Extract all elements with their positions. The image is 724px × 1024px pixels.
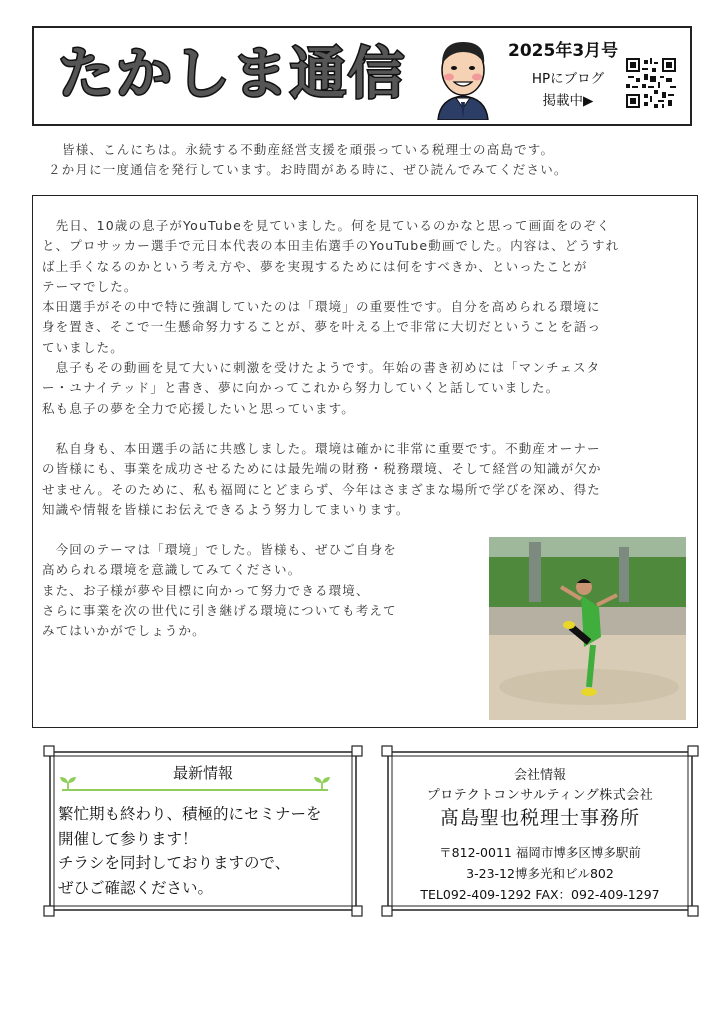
article-line: 先日、10歳の息子がYouTubeを見ていました。何を見ているのかなと思って画面をのぞく	[42, 218, 611, 233]
article-line: 高められる環境を意識してみてください。	[42, 562, 302, 578]
article-line: 私自身も、本田選手の話に共感しました。環境は確かに非常に重要です。不動産オーナー	[42, 440, 601, 456]
news-line: 開催して参ります！	[58, 829, 198, 848]
article-line: 息子もその動画を見て大いに刺激を受けたようです。年始の書き初めには「マンチェスタ	[42, 360, 601, 376]
sprout-icon	[312, 774, 332, 790]
company-caption: 会社情報	[513, 768, 566, 783]
office-name: 髙島聖也税理士事務所	[439, 807, 640, 829]
issue-label: 2025年3月号	[508, 41, 619, 61]
article-line: 私も息子の夢を全力で応援したいと思っています。	[42, 400, 355, 416]
company-address	[380, 842, 700, 905]
news-line: 繁忙期も終わり、積極的にセミナーを	[58, 805, 322, 823]
article-line: さらに事業を次の世代に引き継げる環境についても考えて	[42, 603, 397, 619]
hp-blog-line1: HPにブログ	[531, 71, 605, 87]
article-line: テーマでした。	[42, 278, 138, 294]
article-line: と、プロサッカー選手で元日本代表の本田圭佑選手のYouTube動画でした。内容は、どうすれ	[42, 238, 620, 254]
author-caricature	[430, 32, 496, 120]
article-line: また、お子様が夢や目標に向かって努力できる環境、	[42, 582, 370, 598]
intro-text	[48, 140, 688, 180]
news-line: チラシを同封しておりますので、	[58, 854, 291, 872]
sprout-icon	[58, 774, 78, 790]
article-line: 今回のテーマは「環境」でした。皆様も、ぜひご自身を	[42, 542, 397, 558]
qr-code[interactable]	[626, 58, 676, 108]
tel-fax: TEL092-409-1292 FAX：092-409-1297	[420, 887, 660, 902]
news-body	[58, 802, 358, 900]
article-line: せません。そのために、私も福岡にとどまらず、今年はさまざまな場所で学びを深め、得た	[42, 481, 601, 497]
hp-blog-line2: 掲載中▶	[542, 93, 594, 109]
intro-line: 皆様、こんにちは。永続する不動産経営支援を頑張っている税理士の高島です。	[62, 142, 555, 157]
hp-blog-note	[520, 68, 616, 112]
news-line: ぜひご確認ください。	[58, 878, 214, 897]
article-line: 本田選手がその中で特に強調していたのは「環境」の重要性です。自分を高められる環境に	[42, 299, 601, 315]
article-line: 身を置き、そこで一生懸命努力することが、夢を叶える上で非常に大切だということを語っ	[42, 319, 602, 335]
newsletter-title: たかしま通信	[58, 42, 406, 107]
address-line: 〒812-0011 福岡市博多区博多駅前	[439, 845, 641, 860]
article-line: ていました。	[42, 339, 124, 355]
news-title: 最新情報	[172, 764, 233, 782]
address-line: 3-23-12博多光和ビル802	[466, 866, 614, 881]
article-line: ー・ユナイテッド」と書き、夢に向かってこれから努力していくと話していました。	[42, 380, 560, 396]
article-line: の皆様にも、事業を成功させるためには最先端の財務・税務環境、そして経営の知識が欠か	[42, 461, 602, 477]
article-line: ば上手くなるのかという考え方や、夢を実現するためには何をすべきか、といったことが	[42, 258, 588, 274]
article-line: 知識や情報を皆様にお伝えできるよう努力してまいります。	[42, 501, 410, 517]
intro-line: ２か月に一度通信を発行しています。お時間がある時に、ぜひ読んでみてください。	[48, 162, 568, 177]
soccer-photo	[489, 537, 686, 720]
article-line: みてはいかがでしょうか。	[42, 623, 206, 639]
news-divider	[62, 789, 328, 791]
company-name: プロテクトコンサルティング株式会社	[426, 788, 654, 803]
